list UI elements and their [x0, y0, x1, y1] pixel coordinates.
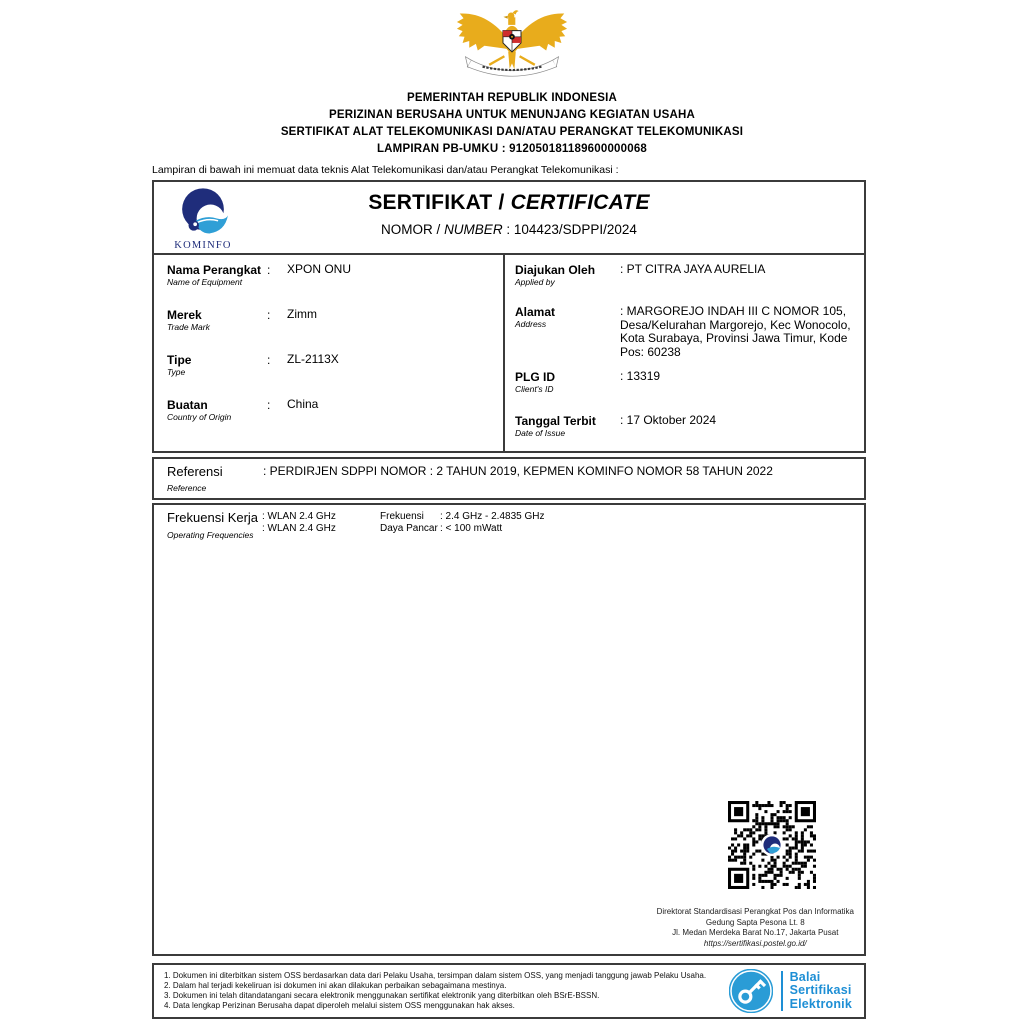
field-alamat: [515, 305, 858, 359]
kominfo-logo: [170, 186, 236, 251]
bsre-text-line: Balai: [789, 969, 821, 984]
field-label-id: Tipe: [167, 353, 192, 367]
field-tipe: [167, 353, 503, 378]
referensi-row: [154, 459, 864, 493]
field-label: [515, 305, 620, 330]
field-label: [515, 263, 620, 288]
spec-frekuensi: [380, 511, 545, 523]
footer-box: [152, 963, 866, 1019]
field-label-en: Trade Mark: [167, 322, 210, 332]
frekuensi-row: [154, 505, 864, 540]
applicant-column: [505, 255, 864, 451]
field-label-id: Alamat: [515, 305, 556, 319]
equipment-column: [154, 255, 505, 451]
spec-daya-pancar: [380, 523, 545, 535]
certificate-number-colon: :: [502, 222, 514, 237]
referensi-label-en: Reference: [167, 483, 207, 493]
field-colon: :: [267, 353, 271, 367]
header-line: PEMERINTAH REPUBLIK INDONESIA: [406, 92, 618, 104]
field-value: : 17 Oktober 2024: [620, 413, 717, 427]
frekuensi-band: : WLAN 2.4 GHz: [262, 511, 336, 522]
field-label-en: Name of Equipment: [167, 277, 243, 287]
field-value: : MARGOREJO INDAH III C NOMOR 105, Desa/Kelurahan Margorejo, Kec Wonocolo, Kota Surabaya, Provinsi Jawa Timur, Kode Pos: 60238: [620, 304, 851, 359]
government-header: [0, 90, 1024, 158]
header-line: SERTIFIKAT ALAT TELEKOMUNIKASI DAN/ATAU PERANGKAT TELEKOMUNIKASI: [280, 126, 744, 138]
frekuensi-bands: [262, 510, 380, 540]
issuer-line: Jl. Medan Merdeka Barat No.17, Jakarta Pusat: [672, 928, 839, 937]
certificate-number-value: 104423/SDPPI/2024: [513, 222, 637, 237]
field-label: [515, 370, 620, 395]
field-tanggal-terbit: [515, 414, 858, 439]
referensi-label: [167, 464, 263, 493]
referensi-box: [152, 457, 866, 500]
certificate-title-en: CERTIFICATE: [510, 191, 650, 214]
certificate-main-box: [152, 180, 866, 453]
footer-note: 3. Dokumen ini telah ditandatangani secara elektronik menggunakan sertifikat elektronik yang diterbitkan oleh BSrE-BSSN.: [164, 991, 600, 1000]
frekuensi-band: : WLAN 2.4 GHz: [262, 523, 336, 534]
footer-note: 4. Data lengkap Perizinan Berusaha dapat diperoleh melalui sistem OSS menggunakan hak akses.: [164, 1001, 515, 1011]
footer-note: 1. Dokumen ini diterbitkan sistem OSS berdasarkan data dari Pelaku Usaha, tersimpan dalam sistem OSS, yang menjadi tanggung jawab Pelaku Usaha.: [164, 970, 707, 980]
qr-code: [728, 801, 816, 889]
bsre-text-line: Sertifikasi: [789, 983, 852, 998]
frekuensi-box: [152, 503, 866, 956]
spec-value: : 2.4 GHz - 2.4835 GHz: [440, 511, 545, 522]
frekuensi-label: [167, 510, 262, 540]
field-label: [167, 263, 267, 288]
field-label: [167, 308, 267, 333]
garuda-icon: [455, 4, 569, 80]
spec-label: Frekuensi: [380, 511, 424, 522]
field-colon: :: [267, 308, 271, 322]
spec-label: Daya Pancar: [380, 523, 438, 534]
field-label-id: Nama Perangkat: [167, 263, 262, 277]
field-value: ZL-2113X: [287, 352, 339, 366]
field-value: : 13319: [620, 369, 661, 383]
referensi-value: : PERDIRJEN SDPPI NOMOR : 2 TAHUN 2019, KEPMEN KOMINFO NOMOR 58 TAHUN 2022: [263, 464, 773, 478]
referensi-label-id: Referensi: [167, 464, 223, 479]
header-line: LAMPIRAN PB-UMKU : 912050181189600000068: [376, 143, 648, 155]
field-label-id: Merek: [167, 308, 202, 322]
lampiran-note: Lampiran di bawah ini memuat data teknis Alat Telekomunikasi dan/atau Perangkat Telekomunikasi :: [152, 164, 619, 176]
certificate-title-sep: /: [492, 191, 511, 214]
bsre-text-line: Elektronik: [789, 996, 852, 1011]
field-nama-perangkat: [167, 263, 503, 288]
field-label-en: Type: [167, 367, 186, 377]
bsre-logo-text: [790, 971, 852, 1012]
equipment-data-columns: [154, 255, 864, 451]
spec-value: : < 100 mWatt: [440, 523, 503, 534]
certificate-number-sep: /: [432, 222, 445, 237]
bsre-key-icon: [729, 969, 773, 1013]
certificate-title: [154, 182, 864, 215]
issuer-line: Gedung Sapta Pesona Lt. 8: [705, 917, 805, 927]
bsre-separator: [781, 971, 783, 1011]
footer-notes: [154, 967, 729, 1016]
issuer-url: https://sertifikasi.postel.go.id/: [703, 938, 807, 948]
header-line: PERIZINAN BERUSAHA UNTUK MENUNJANG KEGIATAN USAHA: [328, 109, 696, 121]
field-diajukan-oleh: [515, 263, 858, 288]
kominfo-swirl-icon: [174, 186, 232, 237]
field-colon: :: [267, 263, 271, 277]
bsre-logo: [729, 969, 864, 1013]
kominfo-logo-label: KOMINFO: [174, 240, 232, 251]
field-value: China: [287, 397, 319, 411]
field-label: [167, 353, 267, 378]
field-merek: [167, 308, 503, 333]
field-buatan: [167, 398, 503, 423]
frekuensi-label-en: Operating Frequencies: [167, 530, 254, 540]
field-plg-id: [515, 370, 858, 395]
certificate-title-id: SERTIFIKAT: [368, 191, 493, 214]
field-colon: :: [267, 398, 271, 412]
footer-note: 2. Dalam hal terjadi kekeliruan isi dokumen ini akan dilakukan perbaikan sebagaimana mestinya.: [164, 980, 507, 990]
issuer-block: [657, 907, 854, 949]
field-label-id: Buatan: [167, 398, 208, 412]
field-label-en: Country of Origin: [167, 412, 232, 422]
field-value: Zimm: [287, 307, 317, 321]
frekuensi-label-id: Frekuensi Kerja: [167, 510, 259, 525]
certificate-number-en: NUMBER: [444, 222, 503, 237]
garuda-pancasila-emblem: [455, 4, 569, 85]
issuer-line: Direktorat Standardisasi Perangkat Pos dan Informatika: [656, 907, 854, 916]
field-label-id: Tanggal Terbit: [515, 414, 596, 428]
field-label-en: Client's ID: [515, 384, 554, 394]
field-label-en: Date of Issue: [515, 428, 566, 438]
certificate-number-id: NOMOR: [381, 222, 433, 237]
field-label: [167, 398, 267, 423]
field-label-en: Applied by: [515, 277, 555, 287]
field-value: XPON ONU: [287, 262, 352, 276]
field-value: : PT CITRA JAYA AURELIA: [620, 262, 766, 276]
certificate-header: [154, 182, 864, 255]
field-label-id: PLG ID: [515, 370, 556, 384]
frekuensi-specs: [380, 510, 545, 540]
field-label: [515, 414, 620, 439]
field-label-id: Diajukan Oleh: [515, 263, 596, 277]
field-label-en: Address: [515, 319, 547, 329]
certificate-number: [154, 222, 864, 237]
